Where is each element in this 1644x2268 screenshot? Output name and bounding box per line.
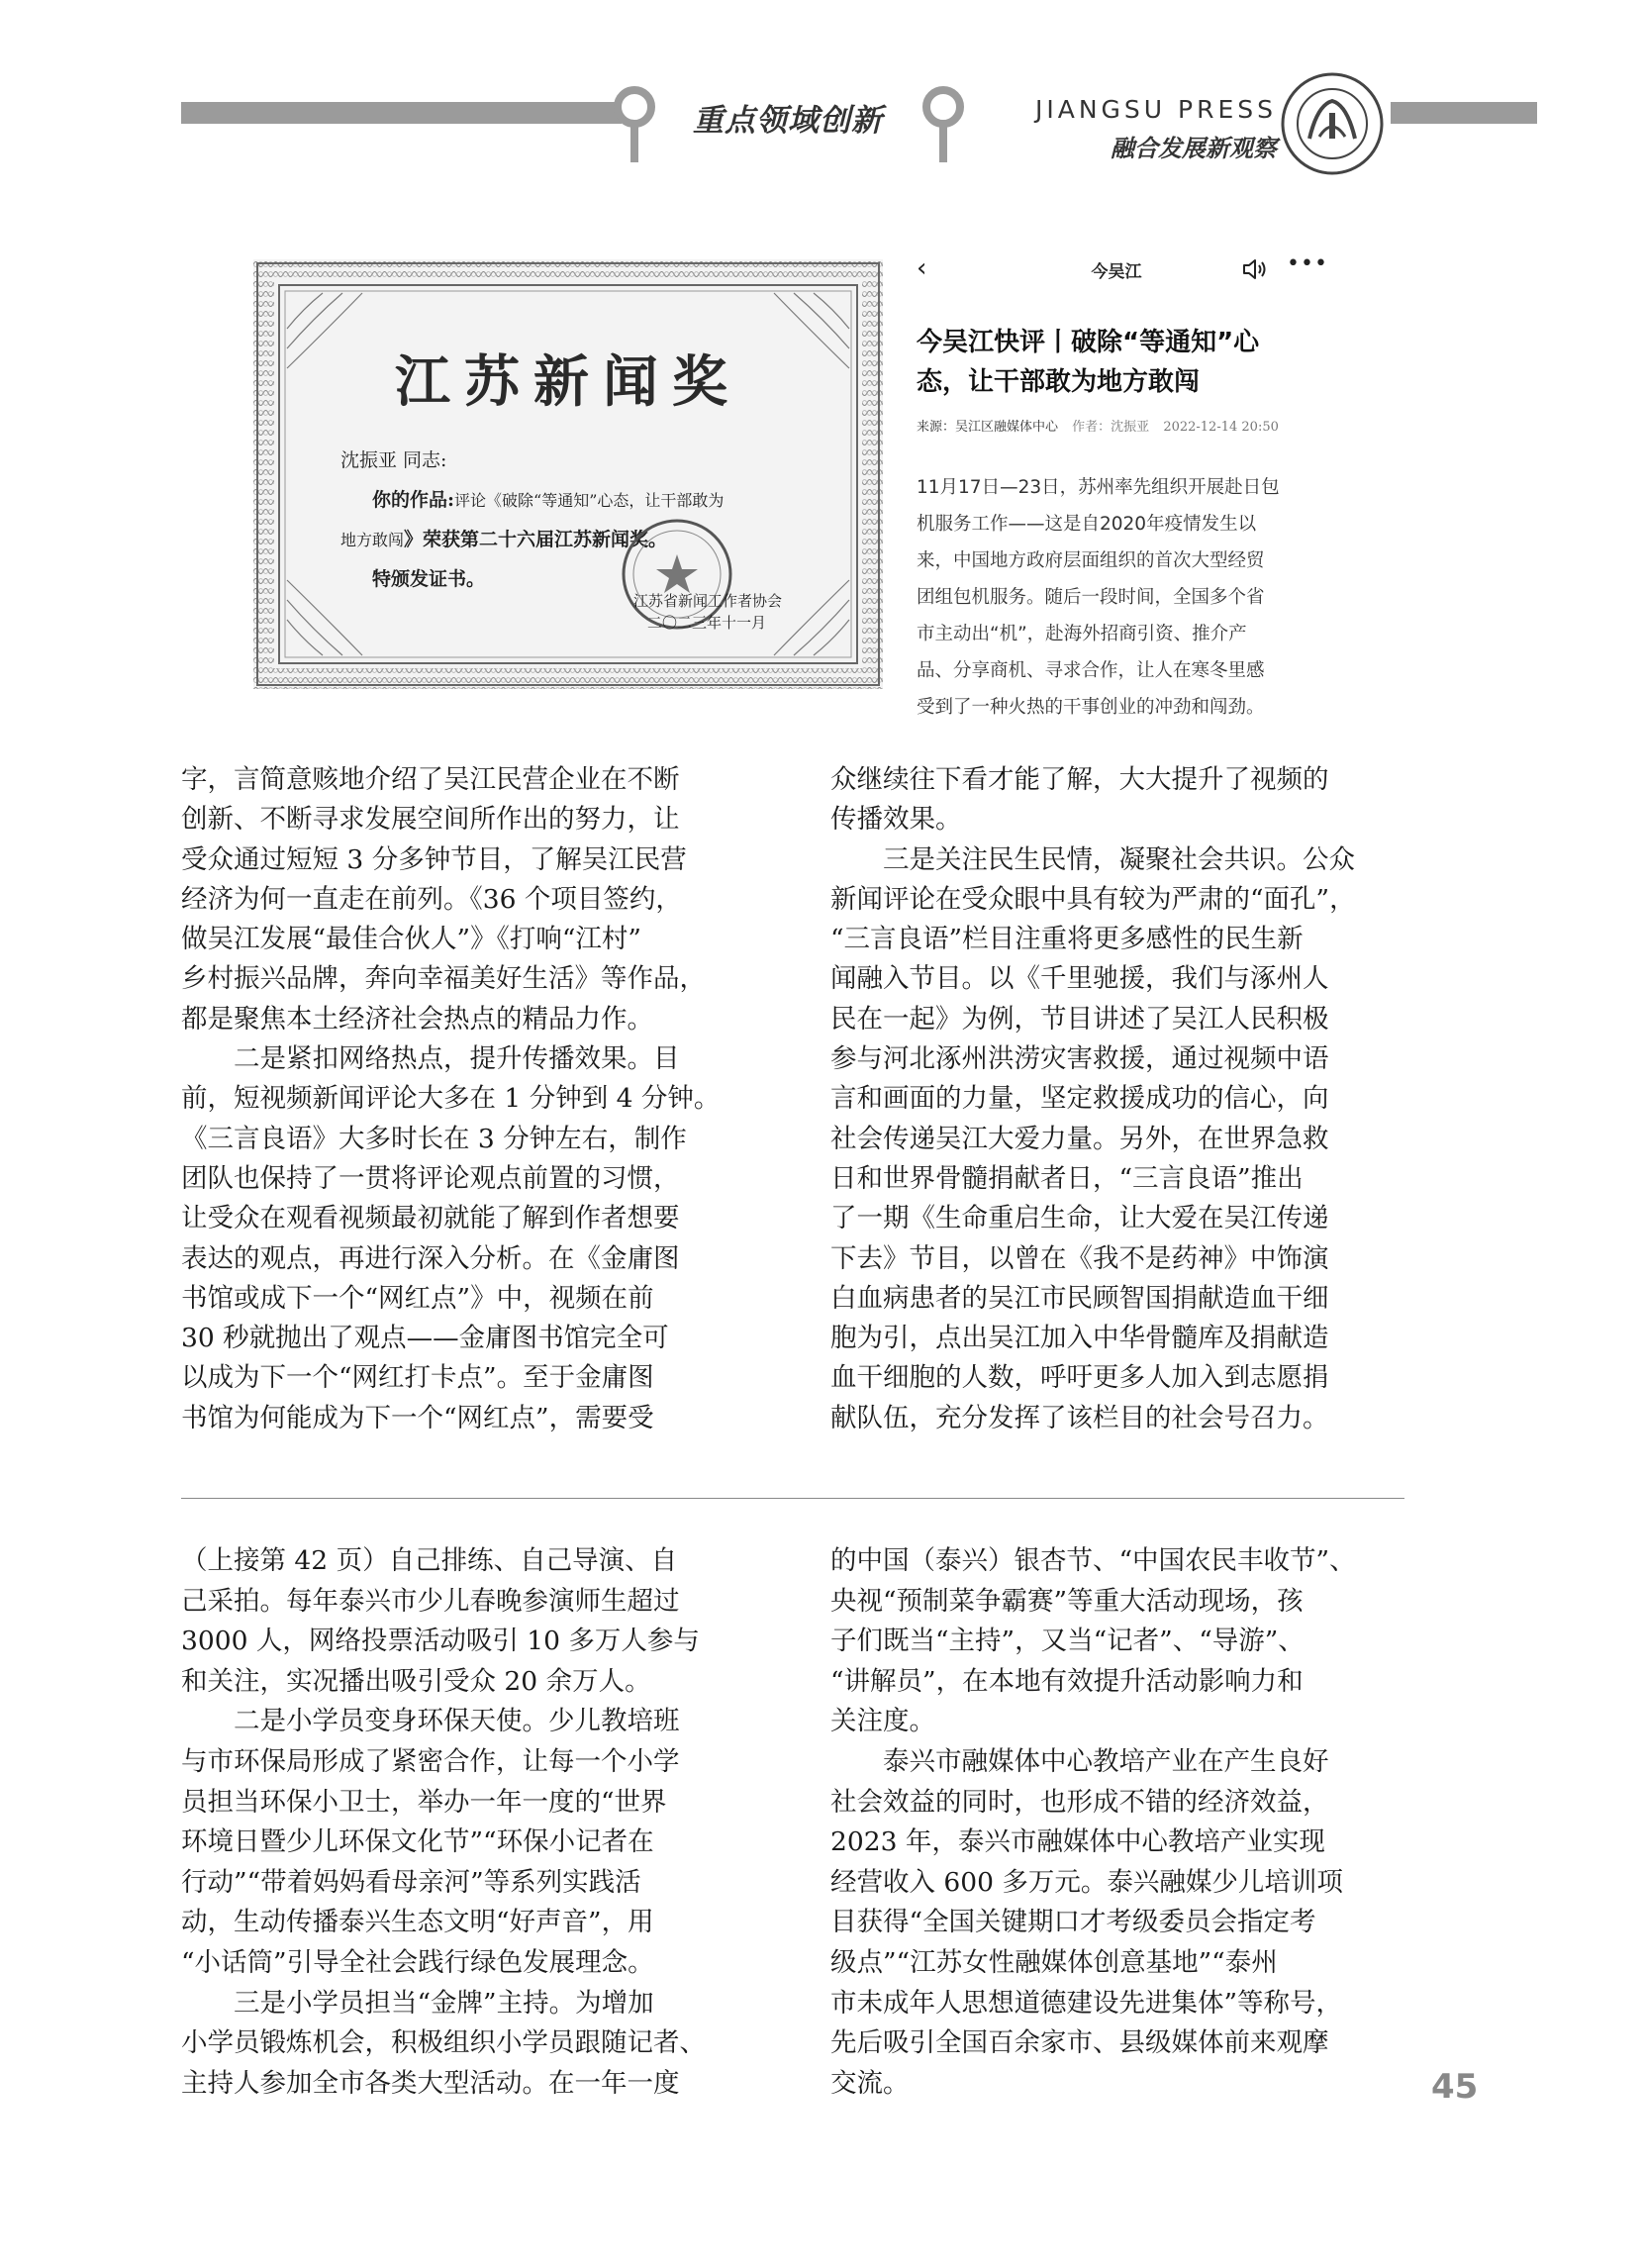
text-line: 新闻评论在受众眼中具有较为严肃的“面孔”， (830, 883, 1356, 915)
header-bar-left (181, 102, 622, 124)
text-line: “小话筒”引导全社会践行绿色发展理念。 (181, 1946, 654, 1978)
text-line: 众继续往下看才能了解，大大提升了视频的 (830, 764, 1329, 795)
article-meta (917, 416, 1332, 435)
text-line: 血干细胞的人数，呼吁更多人加入到志愿捐 (830, 1362, 1329, 1394)
text-line: 书馆或成下一个“网红点”》中，视频在前 (181, 1282, 654, 1314)
text-line: 受众通过短短 3 分多钟节目，了解吴江民营 (181, 843, 687, 875)
chevron-left-icon[interactable]: ‹ (917, 253, 927, 283)
article-headline (917, 323, 1312, 402)
excerpt-line: 机服务工作——这是自2020年疫情发生以 (917, 514, 1257, 535)
article-time: 2022-12-14 20:50 (1163, 420, 1279, 435)
text-line: 小学员锻炼机会，积极组织小学员跟随记者、 (181, 2027, 706, 2059)
headline-line: 态，让干部敢为地方敢闯 (917, 367, 1201, 397)
excerpt-line: 品、分享商机、寻求合作，让人在寒冬里感 (917, 660, 1265, 681)
text-line: 三是小学员担当“金牌”主持。为增加 (181, 1987, 654, 2019)
press-subtitle: 融合发展新观察 (1111, 134, 1277, 162)
location-pin-icon (919, 85, 968, 164)
journalists-association-seal-icon (1280, 71, 1385, 176)
text-line: 环境日暨少儿环保文化节”“环保小记者在 (181, 1826, 654, 1858)
headline-line: 今吴江快评丨破除“等通知”心 (917, 328, 1260, 357)
text-line: 社会效益的同时，也形成不错的经济效益， (830, 1786, 1329, 1818)
section-divider (181, 1498, 1404, 1499)
text-line: 以成为下一个“网红打卡点”。至于金庸图 (181, 1362, 654, 1394)
text-line: 市未成年人思想道德建设先进集体”等称号， (830, 1987, 1343, 2019)
text-line: 社会传递吴江大爱力量。另外，在世界急救 (830, 1123, 1329, 1154)
text-line: 做吴江发展“最佳合伙人”》《打响“江村” (181, 924, 641, 955)
section-title: 重点领域创新 (693, 103, 883, 139)
certificate-work-line1 (372, 485, 724, 512)
phone-top-bar (899, 246, 1334, 293)
text-line: 目获得“全国关键期口才考级委员会指定考 (830, 1907, 1316, 1938)
article-source: 来源：吴江区融媒体中心 (917, 420, 1059, 435)
text-line: 的中国（泰兴）银杏节、“中国农民丰收节”、 (830, 1545, 1356, 1576)
certificate-guilloche-border (253, 259, 883, 689)
text-line: “三言良语”栏目注重将更多感性的民生新 (830, 924, 1304, 955)
certificate-title: 江苏新闻奖 (395, 349, 741, 415)
text-line: 30 秒就抛出了观点——金庸图书馆完全可 (181, 1323, 669, 1354)
text-line: 经营收入 600 多万元。泰兴融媒少儿培训项 (830, 1866, 1343, 1898)
text-line: 参与河北涿州洪涝灾害救援，通过视频中语 (830, 1043, 1329, 1075)
location-pin-icon (610, 85, 659, 164)
excerpt-line: 市主动出“机”，赴海外招商引资、推介产 (917, 624, 1247, 644)
account-name: 今吴江 (1091, 262, 1142, 282)
text-line: 闻融入节目。以《千里驰援，我们与涿州人 (830, 963, 1329, 995)
text-line: 言和画面的力量，坚定救援成功的信心，向 (830, 1083, 1329, 1115)
award-certificate (253, 259, 883, 689)
text-line: 员担当环保小卫士，举办一年一度的“世界 (181, 1786, 667, 1818)
text-line: 创新、不断寻求发展空间所作出的努力，让 (181, 804, 680, 836)
text-line: 白血病患者的吴江市民顾智国捐献造血干细 (830, 1282, 1329, 1314)
certificate-certify: 特颁发证书。 (372, 568, 486, 590)
text-line: 主持人参加全市各类大型活动。在一年一度 (181, 2067, 680, 2099)
certificate-recipient: 沈振亚 同志: (340, 449, 447, 471)
text-line: 2023 年，泰兴市融媒体中心教培产业实现 (830, 1826, 1325, 1858)
text-line: 传播效果。 (830, 804, 962, 836)
text-line: 民在一起》为例，节目讲述了吴江人民积极 (830, 1003, 1329, 1035)
text-line: 《三言良语》大多时长在 3 分钟左右，制作 (181, 1123, 687, 1154)
text-line: 字，言简意赅地介绍了吴江民营企业在不断 (181, 764, 680, 795)
article-bottom-left-column (181, 1541, 755, 2104)
article-screenshot (899, 246, 1334, 735)
excerpt-line: 来，中国地方政府层面组织的首次大型经贸 (917, 550, 1265, 571)
text-line: 让受众在观看视频最初就能了解到作者想要 (181, 1203, 680, 1234)
certificate-work-title-line2-prefix: 地方敢闯 (340, 531, 405, 549)
more-icon[interactable]: ••• (1287, 251, 1328, 276)
text-line: 子们既当“主持”，又当“记者”、“导游”、 (830, 1626, 1305, 1657)
text-line: 交流。 (830, 2067, 910, 2099)
excerpt-line: 受到了一种火热的干事创业的冲劲和闯劲。 (917, 697, 1265, 718)
page-number: 45 (1431, 2067, 1479, 2107)
text-line: 二是小学员变身环保天使。少儿教培班 (181, 1706, 680, 1737)
text-line: 二是紧扣网络热点，提升传播效果。目 (181, 1043, 680, 1075)
article-author: 作者：沈振亚 (1072, 420, 1150, 435)
press-name: JIANGSU PRESS (1034, 95, 1277, 124)
text-line: 下去》节目，以曾在《我不是药神》中饰演 (830, 1242, 1329, 1274)
text-line: 书馆为何能成为下一个“网红点”，需要受 (181, 1402, 654, 1433)
text-line: 关注度。 (830, 1706, 935, 1737)
certificate-work-label: 你的作品: (372, 489, 455, 511)
text-line: 前，短视频新闻评论大多在 1 分钟到 4 分钟。 (181, 1083, 721, 1115)
text-line: 表达的观点，再进行深入分析。在《金庸图 (181, 1242, 680, 1274)
article-excerpt (917, 469, 1322, 726)
text-line: 团队也保持了一贯将评论观点前置的习惯， (181, 1162, 680, 1194)
text-line: 和关注，实况播出吸引受众 20 余万人。 (181, 1665, 651, 1697)
text-line: 经济为何一直走在前列。《36 个项目签约， (181, 883, 682, 915)
excerpt-line: 团组包机服务。随后一段时间，全国多个省 (917, 587, 1265, 608)
speaker-icon[interactable] (1242, 258, 1268, 280)
article-top-right-column (830, 760, 1404, 1438)
text-line: 己采拍。每年泰兴市少儿春晚参演师生超过 (181, 1585, 680, 1617)
text-line: 与市环保局形成了紧密合作，让每一个小学 (181, 1745, 680, 1777)
text-line: 行动”“带着妈妈看母亲河”等系列实践活 (181, 1866, 641, 1898)
certificate-date: 二〇二三年十一月 (647, 614, 767, 632)
text-line: 先后吸引全国百余家市、县级媒体前来观摩 (830, 2027, 1329, 2059)
text-line: 日和世界骨髓捐献者日，“三言良语”推出 (830, 1162, 1304, 1194)
text-line: 3000 人，网络投票活动吸引 10 多万人参与 (181, 1626, 700, 1657)
text-line: 献队伍，充分发挥了该栏目的社会号召力。 (830, 1402, 1329, 1433)
certificate-issuer: 江苏省新闻工作者协会 (633, 592, 783, 610)
text-line: 了一期《生命重启生命，让大爱在吴江传递 (830, 1203, 1329, 1234)
text-line: （上接第 42 页）自己排练、自己导演、自 (181, 1545, 678, 1576)
text-line: 级点”“江苏女性融媒体创意基地”“泰州 (830, 1946, 1278, 1978)
text-line: 三是关注民生民情，凝聚社会共识。公众 (830, 843, 1355, 875)
text-line: 泰兴市融媒体中心教培产业在产生良好 (830, 1745, 1329, 1777)
text-line: “讲解员”，在本地有效提升活动影响力和 (830, 1665, 1304, 1697)
text-line: 央视“预制菜争霸赛”等重大活动现场，孩 (830, 1585, 1304, 1617)
text-line: 动，生动传播泰兴生态文明“好声音”，用 (181, 1907, 654, 1938)
certificate-work-title-line2-suffix: 》荣获第二十六届江苏新闻奖。 (404, 529, 668, 550)
certificate-work-title-line1: 评论《破除“等通知”心态，让干部敢为 (454, 491, 725, 510)
text-line: 乡村振兴品牌，奔向幸福美好生活》等作品， (181, 963, 706, 995)
text-line: 都是聚焦本土经济社会热点的精品力作。 (181, 1003, 653, 1035)
header-bar-right (1391, 102, 1537, 124)
text-line: 胞为引，点出吴江加入中华骨髓库及捐献造 (830, 1323, 1329, 1354)
article-top-left-column (181, 760, 755, 1438)
excerpt-line: 11月17日—23日，苏州率先组织开展赴日包 (917, 477, 1280, 498)
article-bottom-right-column (830, 1541, 1404, 2104)
